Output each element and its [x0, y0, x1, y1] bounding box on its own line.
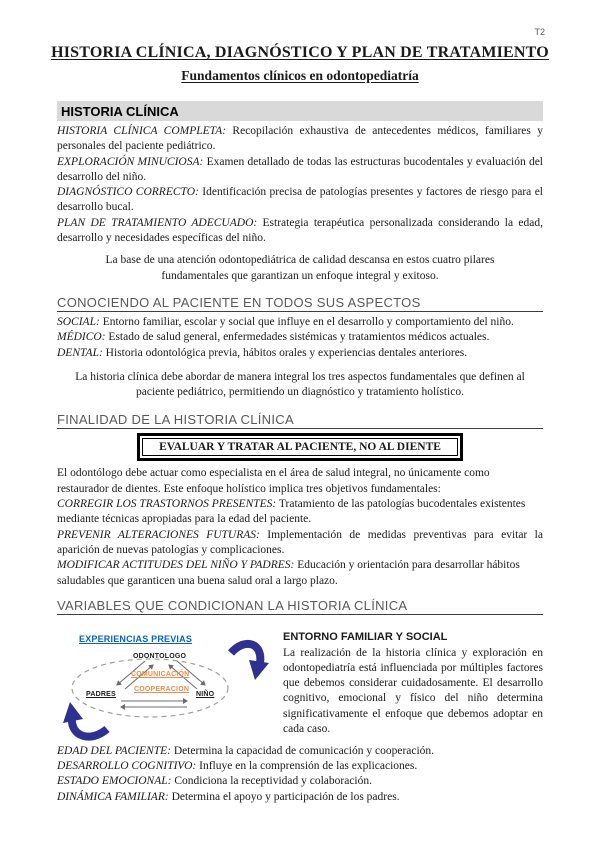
- definition-desc: Recopilación exhaustiva de antecedentes médicos, familiares y personales del paciente pediátrico.: [57, 125, 543, 153]
- entorno-title: ENTORNO FAMILIAR Y SOCIAL: [283, 630, 448, 643]
- definition-modificar: [57, 558, 543, 589]
- definition-estado: [57, 774, 543, 789]
- document-subtitle: Fundamentos clínicos en odontopediatría: [181, 68, 419, 83]
- definition-plan-tratamiento: [57, 216, 543, 247]
- definition-dental: [57, 346, 543, 361]
- definition-historia-completa: [57, 124, 543, 155]
- definition-desc: Implementación de medidas preventivas para evitar la aparición de nuevas patologías y complicaciones.: [57, 528, 543, 556]
- cycle-arrow-icon: [63, 702, 107, 737]
- section-header-conociendo: CONOCIENDO AL PACIENTE EN TODOS SUS ASPECTOS: [57, 295, 543, 312]
- variables-definitions: [57, 744, 543, 805]
- definition-desc: Influye en la comprensión de las explicaciones.: [196, 760, 418, 773]
- diagram-label-cooperacion: COOPERACION: [134, 685, 190, 693]
- definition-term: EXPLORACIÓN MINUCIOSA:: [57, 155, 204, 168]
- definition-social: [57, 315, 543, 330]
- definition-desc: Tratamiento de las patologías bucodentales existentes mediante técnicas apropiadas para la edad del paciente.: [57, 498, 526, 526]
- definition-term: DENTAL:: [57, 346, 103, 359]
- definition-desc: Historia odontológica previa, hábitos orales y experiencias dentales anteriores.: [102, 346, 468, 359]
- definition-diagnostico: [57, 185, 543, 216]
- diagram-label-comunicacion: COMUNICACIÓN: [131, 670, 190, 678]
- finalidad-intro: El odontólogo debe actuar como especialista en el área de salud integral, no únicamente como restaurador de dientes. Este enfoque holístico implica tres objetivos fundamentales:: [57, 467, 490, 495]
- section-header-historia-clinica: HISTORIA CLÍNICA: [57, 101, 543, 121]
- diagram-label-experiencias-previas: EXPERIENCIAS PREVIAS: [79, 633, 193, 644]
- diagram-label-odontologo: ODONTOLOGO: [133, 652, 187, 660]
- definition-term: DESARROLLO COGNITIVO:: [57, 760, 197, 773]
- relationship-diagram: [57, 631, 273, 741]
- section-header-variables: VARIABLES QUE CONDICIONAN LA HISTORIA CLÍNICA: [57, 598, 543, 615]
- cycle-arrow-icon: [231, 644, 269, 680]
- conociendo-definitions: [57, 315, 543, 361]
- definition-desc: Educación y orientación para desarrollar hábitos saludables que garanticen una buena salud oral a largo plazo.: [57, 559, 520, 587]
- variables-columns: [57, 631, 543, 741]
- slogan-text: EVALUAR Y TRATAR AL PACIENTE, NO AL DIENTE: [142, 438, 458, 456]
- definition-term: ESTADO EMOCIONAL:: [57, 775, 172, 788]
- entorno-column: [283, 631, 543, 741]
- definition-term: PREVENIR ALTERACIONES FUTURAS:: [57, 528, 260, 541]
- historia-definitions: [57, 124, 543, 246]
- definition-term: DINÁMICA FAMILIAR:: [57, 790, 169, 803]
- entorno-body: La realización de la historia clínica y exploración en odontopediatría está influenciada por múltiples factores que debemos considerar cuidadosamente. El desarrollo cognitivo, emocional y físico del niño determina significativamente el enfoque que debemos adoptar en cada caso.: [283, 646, 543, 735]
- definition-term: PLAN DE TRATAMIENTO ADECUADO:: [57, 216, 258, 229]
- definition-medico: [57, 330, 543, 345]
- conociendo-note: La historia clínica debe abordar de manera integral los tres aspectos fundamentales que definen al paciente pediátrico, permitiendo un diagnóstico y tratamiento holístico.: [75, 370, 525, 399]
- definition-desc: Entorno familiar, escolar y social que influye en el desarrollo y comportamiento del niño.: [99, 315, 514, 328]
- pillars-note: La base de una atención odontopediátrica de calidad descansa en estos cuatro pilares fundamentales que garantizan un enfoque integral y exitoso.: [105, 254, 495, 282]
- definition-term: HISTORIA CLÍNICA COMPLETA:: [57, 125, 227, 137]
- definition-desc: Determina la capacidad de comunicación y cooperación.: [170, 744, 435, 757]
- page-tag: T2: [534, 27, 545, 37]
- definition-desc: Estrategia terapéutica personalizada considerando la edad, desarrollo y necesidades específicas del niño.: [57, 216, 543, 245]
- finalidad-definitions: [57, 497, 543, 589]
- document-content: [57, 101, 543, 805]
- definition-dinamica: [57, 790, 543, 805]
- definition-desarrollo: [57, 759, 543, 774]
- definition-term: DIAGNÓSTICO CORRECTO:: [57, 186, 199, 199]
- definition-term: MÉDICO:: [57, 331, 106, 344]
- definition-term: CORREGIR LOS TRASTORNOS PRESENTES:: [57, 498, 277, 511]
- document-title: HISTORIA CLÍNICA, DIAGNÓSTICO Y PLAN DE TRATAMIENTO: [51, 44, 549, 61]
- definition-prevenir: [57, 528, 543, 559]
- definition-term: MODIFICAR ACTITUDES DEL NIÑO Y PADRES:: [57, 559, 295, 572]
- definition-exploracion: [57, 155, 543, 186]
- diagram-label-nino: NIÑO: [196, 690, 215, 698]
- definition-desc: Identificación precisa de patologías presentes y factores de riesgo para el desarrollo bucal.: [57, 186, 543, 214]
- section-header-finalidad: FINALIDAD DE LA HISTORIA CLÍNICA: [57, 412, 543, 429]
- definition-edad: [57, 744, 543, 759]
- definition-desc: Condiciona la receptividad y colaboración.: [171, 775, 373, 788]
- definition-corregir: [57, 497, 543, 528]
- definition-desc: Determina el apoyo y participación de los padres.: [168, 790, 400, 803]
- definition-desc: Estado de salud general, enfermedades sistémicas y tratamientos médicos actuales.: [105, 331, 490, 344]
- slogan-box: [137, 433, 463, 461]
- diagram-label-padres: PADRES: [86, 690, 116, 698]
- definition-term: EDAD DEL PACIENTE:: [57, 744, 171, 757]
- definition-desc: Examen detallado de todas las estructuras bucodentales y evaluación del desarrollo del niño.: [57, 155, 543, 183]
- definition-term: SOCIAL:: [57, 315, 100, 328]
- exchange-arrows-icon: [117, 661, 205, 707]
